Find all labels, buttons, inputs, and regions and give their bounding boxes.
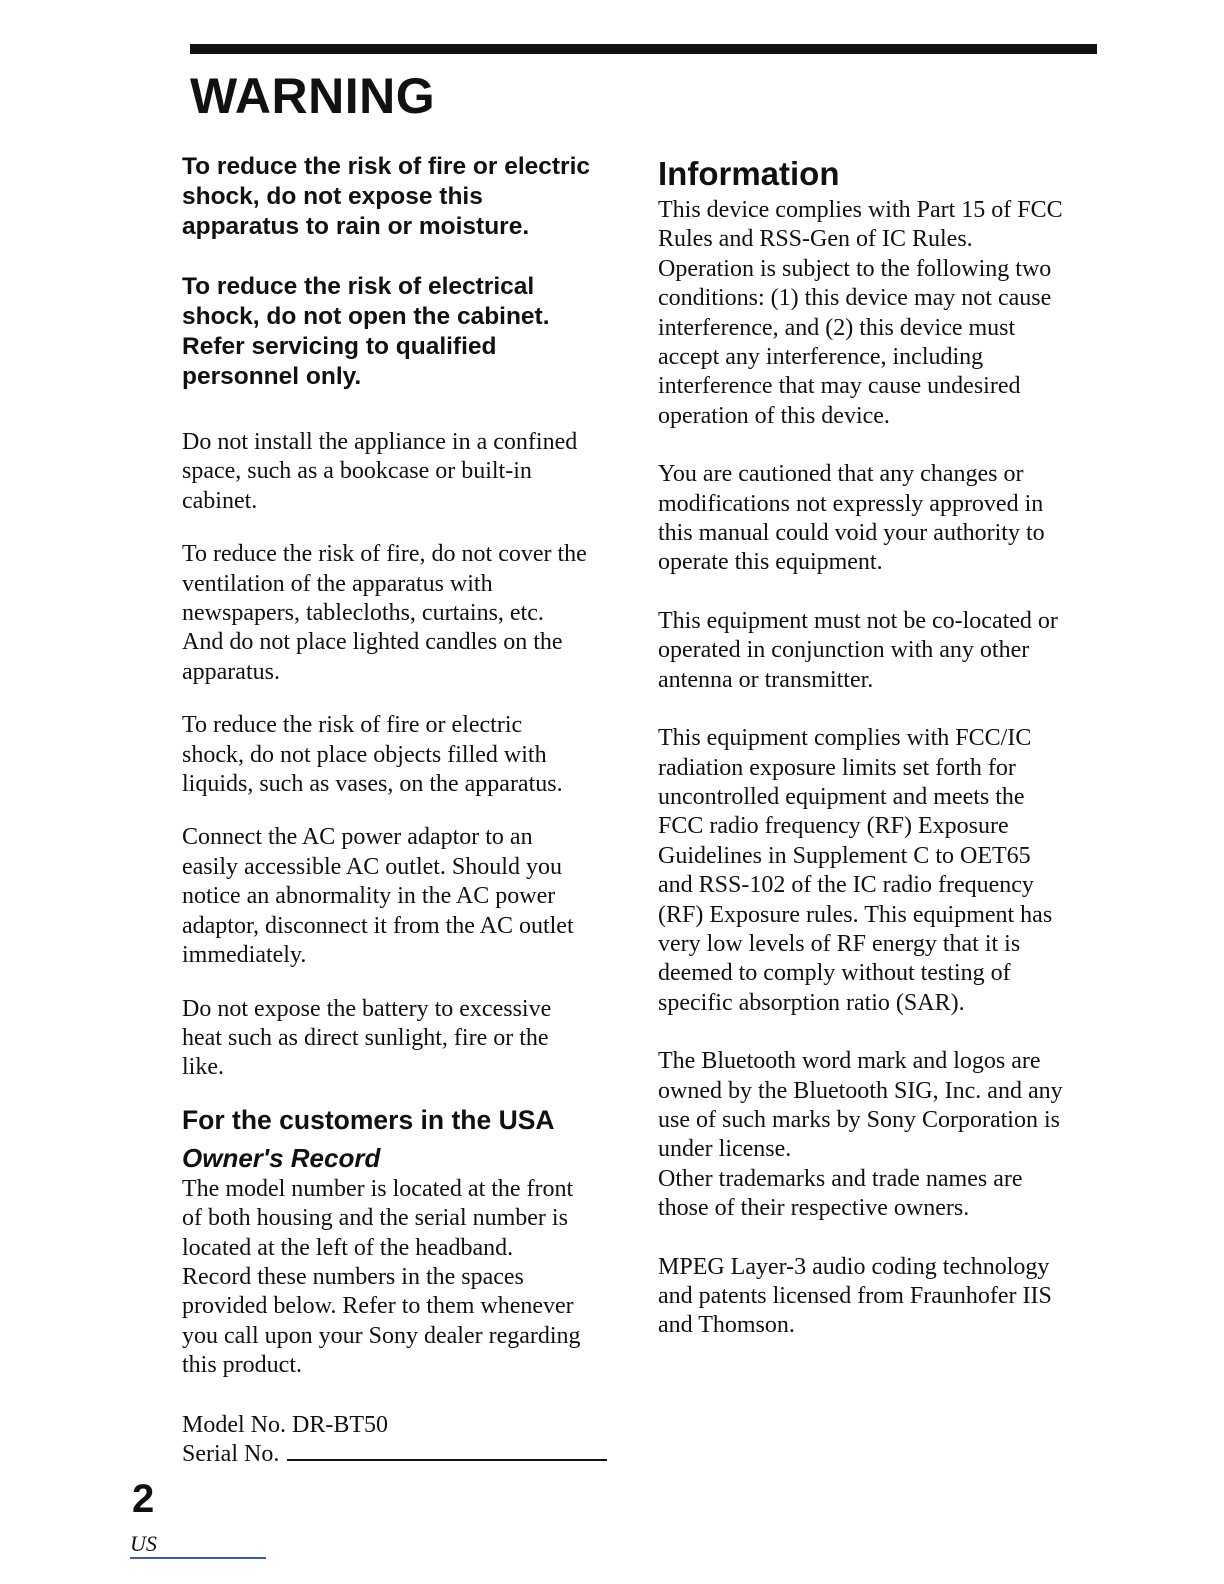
- serial-number-row: [182, 1440, 622, 1469]
- para-bluetooth-trademark: The Bluetooth word mark and logos are owned by the Bluetooth SIG, Inc. and any use of such marks by Sony Corporation is under license. Other trademarks and trade names are those of their respective owners.: [658, 1048, 1063, 1222]
- warning-cabinet: To reduce the risk of electrical shock, do not open the cabinet. Refer servicing to qualified personnel only.: [182, 273, 550, 390]
- para-rf-exposure: This equipment complies with FCC/IC radiation exposure limits set forth for uncontrolled equipment and meets the FCC radio frequency (RF) Exposure Guidelines in Supplement C to OET65 and RSS-102 of the IC radio frequency (RF) Exposure rules. This equipment has very low levels of RF energy that it is deemed to comply without testing of specific absorption ratio (SAR).: [658, 725, 1053, 1016]
- para-ac-adaptor: Connect the AC power adaptor to an easily accessible AC outlet. Should you notice an abnormality in the AC power adaptor, disconnect it from the AC outlet immediately.: [182, 824, 574, 969]
- top-rule: [190, 44, 1097, 54]
- region-code: US: [130, 1531, 266, 1559]
- owners-record-heading: Owner's Record: [182, 1142, 381, 1173]
- left-column: [182, 152, 622, 1469]
- para-co-location: This equipment must not be co-located or operated in conjunction with any other antenna or transmitter.: [658, 607, 1058, 693]
- serial-number-blank: [287, 1441, 607, 1461]
- para-battery-heat: Do not expose the battery to excessive heat such as direct sunlight, fire or the like.: [182, 995, 552, 1081]
- model-number: Model No. DR-BT50: [182, 1411, 388, 1438]
- right-column: [658, 152, 1098, 1341]
- page-number: 2: [132, 1477, 155, 1521]
- para-liquids: To reduce the risk of fire or electric shock, do not place objects filled with liquids, such as vases, on the apparatus.: [182, 712, 563, 798]
- information-heading: Information: [658, 155, 840, 192]
- page-title: WARNING: [190, 68, 436, 124]
- para-modifications: You are cautioned that any changes or modifications not expressly approved in this manual could void your authority to operate this equipment.: [658, 461, 1045, 576]
- para-confined-space: Do not install the appliance in a confined space, such as a bookcase or built-in cabinet.: [182, 429, 578, 514]
- para-owners-record: The model number is located at the front of both housing and the serial number is located at the left of the headband. Record these numbers in the spaces provided below. Refer to them whenever you call upon your Sony dealer regarding this product.: [182, 1175, 581, 1379]
- warning-moisture: To reduce the risk of fire or electric shock, do not expose this apparatus to rain or moisture.: [182, 153, 591, 240]
- serial-number-label: Serial No.: [182, 1440, 280, 1467]
- usa-heading: For the customers in the USA: [182, 1104, 555, 1135]
- para-fcc-part15: This device complies with Part 15 of FCC Rules and RSS-Gen of IC Rules. Operation is subject to the following two conditions: (1) this device may not cause interference, and (2) this device must accept any interference, including interference that may cause undesired operation of this device.: [658, 197, 1063, 429]
- para-ventilation: To reduce the risk of fire, do not cover the ventilation of the apparatus with newspapers, tablecloths, curtains, etc. And do not place lighted candles on the apparatus.: [182, 541, 587, 685]
- para-mpeg-license: MPEG Layer-3 audio coding technology and patents licensed from Fraunhofer IIS and Thomson.: [658, 1253, 1052, 1339]
